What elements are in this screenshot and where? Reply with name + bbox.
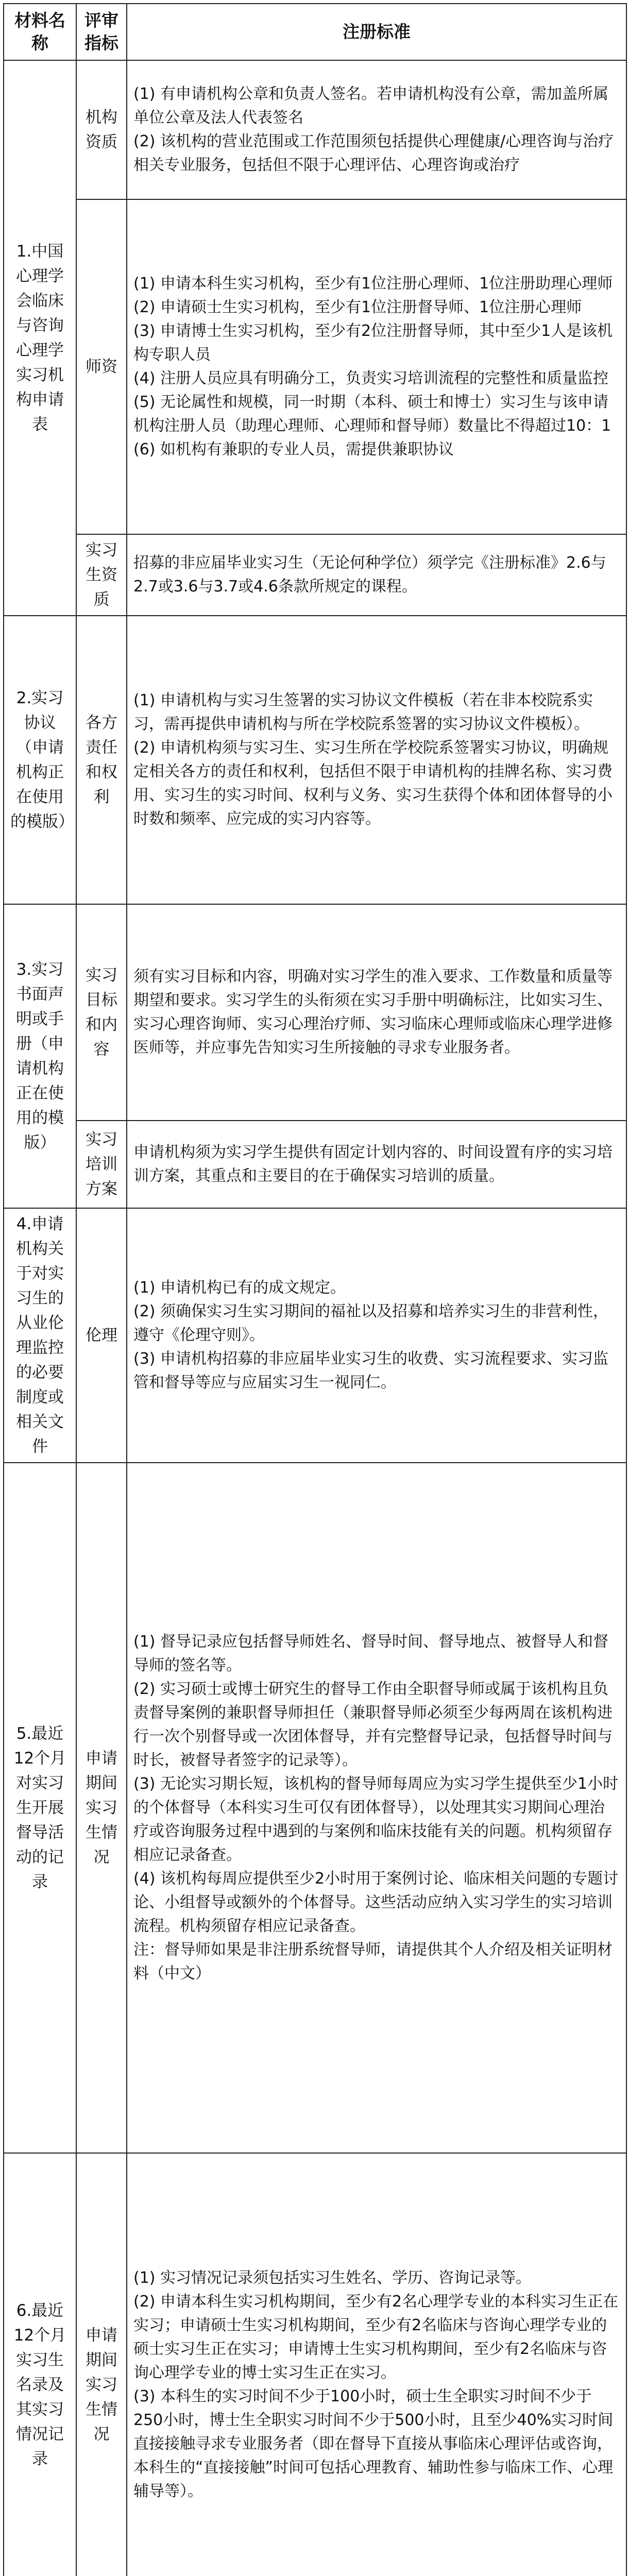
standard-item: (3) 无论实习期长短，该机构的督导师每周应为实习学生提供至少1小时的个体督导（本科实习生可仅有团体督导），以处理其实习期间心理治疗或咨询服务过程中遇到的与案例和临床技能有关的问题。机构须留存相应记录备查。: [133, 1775, 619, 1864]
table-row: [4, 1463, 626, 2153]
material-name: 1.中国心理学会临床与咨询心理学实习机构申请表: [4, 60, 76, 616]
standard-item: (2) 申请硕士生实习机构，至少有1位注册督导师、1位注册心理师: [133, 298, 582, 316]
standard-cell: [127, 1463, 626, 2153]
table-row: [4, 904, 626, 1121]
registration-standards-table: [3, 3, 627, 2576]
material-name: 4.申请机构关于对实习生的从业伦理监控的必要制度或相关文件: [4, 1208, 76, 1463]
indicator-cell: 机构资质: [76, 60, 127, 199]
standard-item: (2) 申请本科生实习机构期间，至少有2名心理学专业的本科实习生正在实习；申请硕士生实习机构期间，至少有2名临床与咨询心理学专业的硕士实习生正在实习；申请博士生实习机构期间，至少有2名临床与咨询心理学专业的博士实习生正在实习。: [133, 2293, 619, 2382]
header-standard: 注册标准: [127, 4, 626, 60]
table-row: [4, 616, 626, 904]
standard-cell: [127, 2153, 626, 2576]
standard-item: (3) 申请博士生实习机构，至少有2位注册督导师，其中至少1人是该机构专职人员: [133, 322, 613, 364]
standard-item: 招募的非应届毕业实习生（无论何种学位）须学完《注册标准》2.6与2.7或3.6与3.7或4.6条款所规定的课程。: [133, 554, 606, 596]
standard-item: (2) 须确保实习生实习期间的福祉以及招募和培养实习生的非营利性，遵守《伦理守则》。: [133, 1302, 609, 1344]
table-row: [4, 2153, 626, 2576]
header-indicator: 评审指标: [76, 4, 127, 60]
standard-item: (1) 申请本科生实习机构，至少有1位注册心理师、1位注册助理心理师: [133, 275, 613, 293]
material-name: 3.实习书面声明或手册（申请机构正在使用的模版）: [4, 904, 76, 1208]
standard-item: 申请机构须为实习学生提供有固定计划内容的、时间设置有序的实习培训方案，其重点和主要目的在于确保实习培训的质量。: [133, 1143, 613, 1185]
standard-item: (2) 该机构的营业范围或工作范围须包括提供心理健康/心理咨询与治疗相关专业服务，包括但不限于心理评估、心理咨询或治疗: [133, 132, 614, 174]
standard-item: 须有实习目标和内容，明确对实习学生的准入要求、工作数量和质量等期望和要求。实习学生的头衔须在实习手册中明确标注，比如实习生、实习心理咨询师、实习心理治疗师、实习临床心理师或临床心理学进修医师等，并应事先告知实习生所接触的寻求专业服务者。: [133, 968, 613, 1057]
indicator-cell: 实习培训方案: [76, 1121, 127, 1208]
standard-item: (4) 该机构每周应提供至少2小时用于案例讨论、临床相关问题的专题讨论、小组督导或额外的个体督导。这些活动应纳入实习学生的实习培训流程。机构须留存相应记录备查。: [133, 1870, 619, 1935]
standard-item: (1) 申请机构与实习生签署的实习协议文件模板（若在非本校院系实习，需再提供申请机构与所在学校院系签署的实习协议文件模板）。: [133, 691, 593, 733]
indicator-cell: 申请期间实习生情况: [76, 2153, 127, 2576]
indicator-cell: 师资: [76, 199, 127, 534]
standard-item: (4) 注册人员应具有明确分工，负责实习培训流程的完整性和质量监控: [133, 369, 609, 387]
table-row: [4, 1121, 626, 1208]
indicator-cell: 各方责任和权利: [76, 616, 127, 904]
header-material: 材料名称: [4, 4, 76, 60]
material-name: 5.最近12个月对实习生开展督导活动的记录: [4, 1463, 76, 2153]
standard-item: (5) 无论属性和规模，同一时期（本科、硕士和博士）实习生与该申请机构注册人员（助理心理师、心理师和督导师）数量比不得超过10：1: [133, 393, 611, 435]
standard-cell: [127, 904, 626, 1121]
standard-item: (3) 本科生的实习时间不少于100小时，硕士生全职实习时间不少于250小时，博士生全职实习时间不少于500小时，且至少40%实习时间直接接触寻求专业服务者（即在督导下直接从事临床心理评估或咨询，本科生的“直接接触”时间可包括心理教育、辅助性参与临床工作、心理辅导等）。: [133, 2387, 614, 2500]
standard-item: (1) 有申请机构公章和负责人签名。若申请机构没有公章，需加盖所属单位公章及法人代表签名: [133, 85, 609, 127]
table-row: [4, 60, 626, 199]
table-row: [4, 534, 626, 616]
standard-item: (2) 申请机构须与实习生、实习生所在学校院系签署实习协议，明确规定相关各方的责任和权利，包括但不限于申请机构的挂牌名称、实习费用、实习生的实习时间、权利与义务、实习生获得个体和团体督导的小时数和频率、应完成的实习内容等。: [133, 739, 613, 828]
material-name: 6.最近12个月实习生名录及其实习情况记录: [4, 2153, 76, 2576]
table-row: [4, 199, 626, 534]
indicator-cell: 实习目标和内容: [76, 904, 127, 1121]
standard-item: (2) 实习硕士或博士研究生的督导工作由全职督导师或属于该机构且负责督导案例的兼职督导师担任（兼职督导师必须至少每两周在该机构进行一次个别督导或一次团体督导，并有完整督导记录，包括督导时间与时长，被督导者签字的记录等）。: [133, 1680, 613, 1769]
standard-cell: [127, 60, 626, 199]
indicator-cell: 申请期间实习生情况: [76, 1463, 127, 2153]
standard-item: (1) 督导记录应包括督导师姓名、督导时间、督导地点、被督导人和督导师的签名等。: [133, 1633, 609, 1674]
standard-item: 注：督导师如果是非注册系统督导师，请提供其个人介绍及相关证明材料（中文）: [133, 1941, 613, 1982]
table-row: [4, 1208, 626, 1463]
standard-cell: [127, 1121, 626, 1208]
standard-cell: [127, 1208, 626, 1463]
standard-item: (1) 实习情况记录须包括实习生姓名、学历、咨询记录等。: [133, 2269, 532, 2287]
standard-item: (6) 如机构有兼职的专业人员，需提供兼职协议: [133, 440, 454, 459]
header-row: [4, 4, 626, 60]
standard-item: (3) 申请机构招募的非应届毕业实习生的收费、实习流程要求、实习监管和督导等应与应届实习生一视同仁。: [133, 1350, 609, 1392]
standard-cell: [127, 616, 626, 904]
standard-cell: [127, 199, 626, 534]
indicator-cell: 实习生资质: [76, 534, 127, 616]
standard-item: (1) 申请机构已有的成文规定。: [133, 1279, 346, 1297]
material-name: 2.实习协议（申请机构正在使用的模版）: [4, 616, 76, 904]
standard-cell: [127, 534, 626, 616]
indicator-cell: 伦理: [76, 1208, 127, 1463]
